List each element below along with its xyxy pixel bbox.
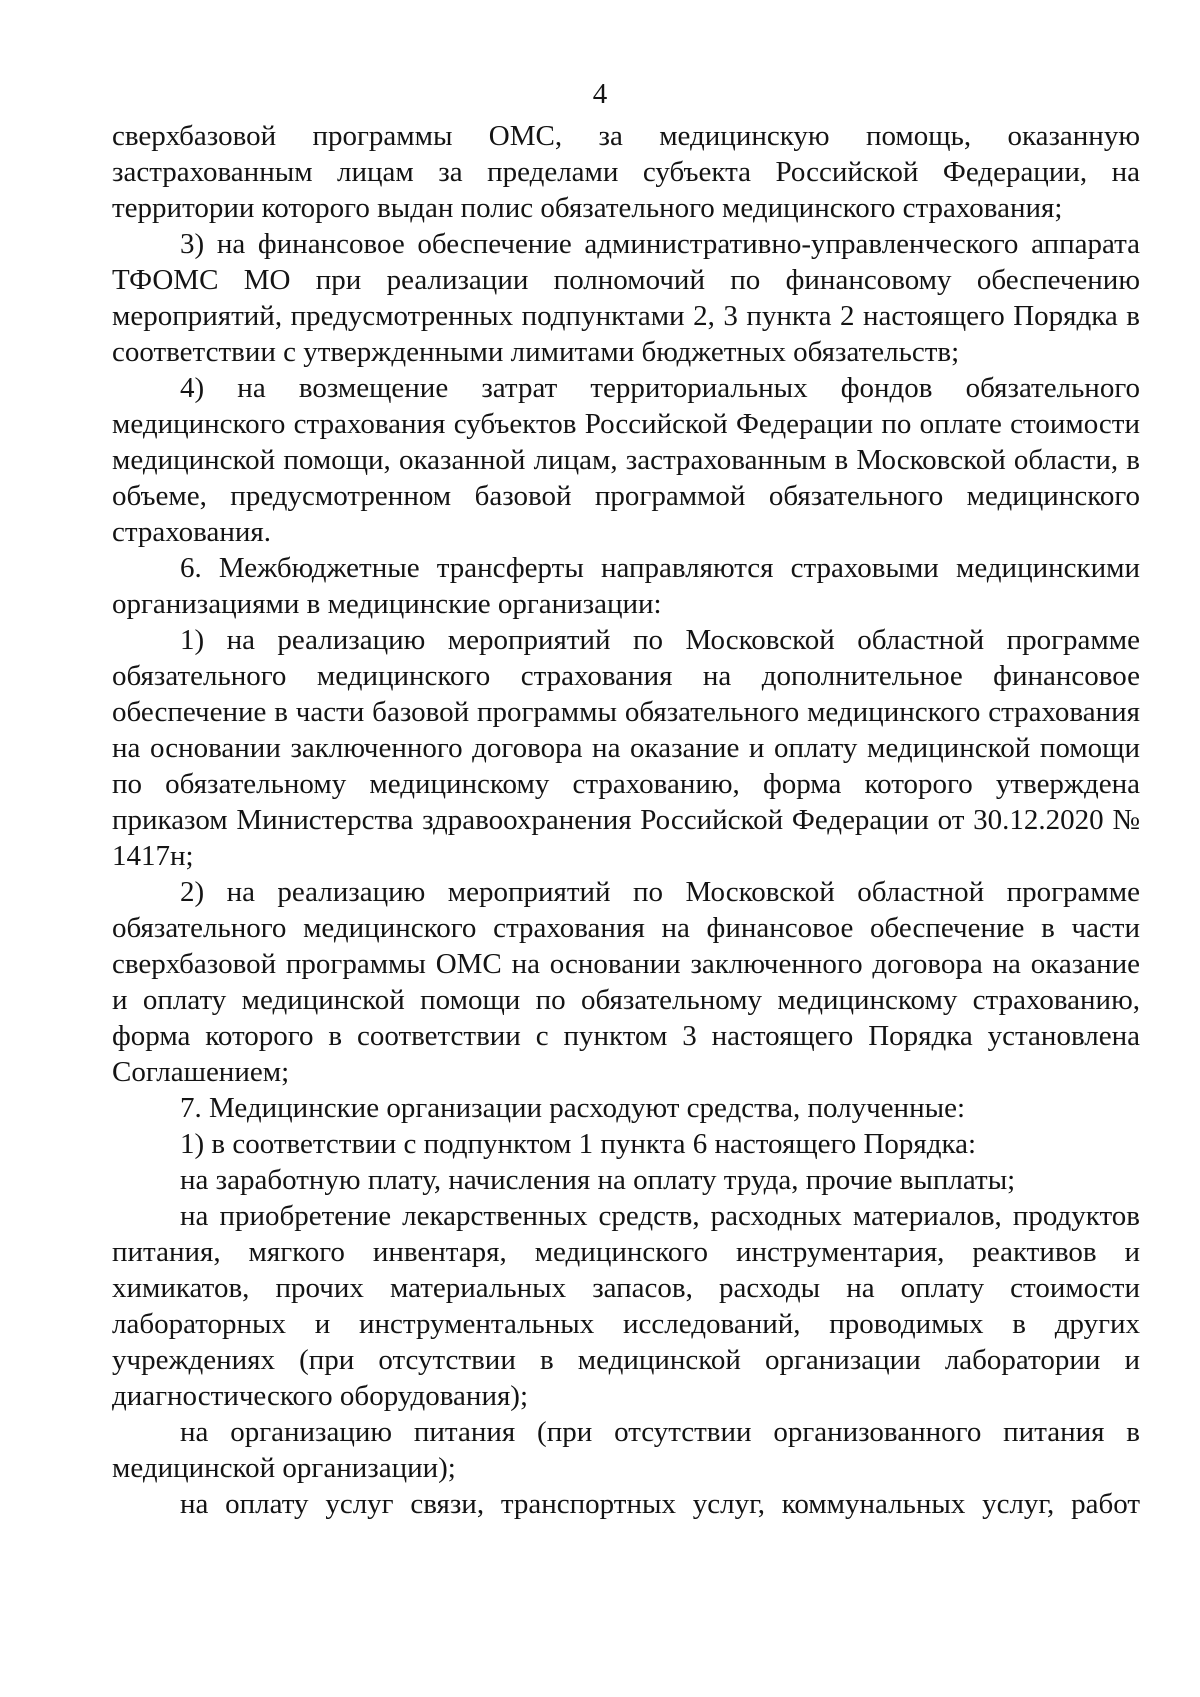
paragraph-food: на организацию питания (при отсутствии организованного питания в медицинской организации); — [112, 1416, 1140, 1484]
paragraph-section-7-item-1: 1) в соответствии с подпунктом 1 пункта 6 настоящего Порядка: — [180, 1128, 977, 1160]
paragraph-section-6-item-1: 1) на реализацию мероприятий по Московской областной программе обязательного медицинского страхования на дополнительное финансовое обеспечение в части базовой программы обязательного медицинского страхования на основании заключенного договора на оказание и оплату медицинской помощи по обязательному медицинскому страхованию, форма которого утверждена приказом Министерства здравоохранения Российской Федерации от 30.12.2020 № 1417н; — [112, 624, 1140, 872]
document-body — [112, 118, 1140, 1522]
paragraph-section-6-item-2: 2) на реализацию мероприятий по Московской областной программе обязательного медицинского страхования на финансовое обеспечение в части сверхбазовой программы ОМС на основании заключенного договора на оказание и оплату медицинской помощи по обязательному медицинскому страхованию, форма которого в соответствии с пунктом 3 настоящего Порядка установлена Соглашением; — [112, 876, 1140, 1088]
paragraph-item-4: 4) на возмещение затрат территориальных фондов обязательного медицинского страхования субъектов Российской Федерации по оплате стоимости медицинской помощи, оказанной лицам, застрахованным в Московской области, в объеме, предусмотренном базовой программой обязательного медицинского страхования. — [112, 372, 1140, 548]
paragraph-section-6: 6. Межбюджетные трансферты направляются страховыми медицинскими организациями в медицинские организации: — [112, 552, 1140, 620]
paragraph-materials: на приобретение лекарственных средств, расходных материалов, продуктов питания, мягкого инвентаря, медицинского инструментария, реактивов и химикатов, прочих материальных запасов, расходы на оплату стоимости лабораторных и инструментальных исследований, проводимых в других учреждениях (при отсутствии в медицинской организации лаборатории и диагностического оборудования); — [112, 1200, 1140, 1412]
page-number: 4 — [592, 78, 608, 110]
paragraph-item-3: 3) на финансовое обеспечение административно-управленческого аппарата ТФОМС МО при реализации полномочий по финансовому обеспечению мероприятий, предусмотренных подпунктами 2, 3 пункта 2 настоящего Порядка в соответствии с утвержденными лимитами бюджетных обязательств; — [112, 228, 1140, 368]
paragraph-salary: на заработную плату, начисления на оплату труда, прочие выплаты; — [180, 1164, 1016, 1196]
paragraph-section-7: 7. Медицинские организации расходуют средства, полученные: — [180, 1092, 966, 1124]
paragraph-continuation: сверхбазовой программы ОМС, за медицинскую помощь, оказанную застрахованным лицам за пределами субъекта Российской Федерации, на территории которого выдан полис обязательного медицинского страхования; — [112, 120, 1140, 224]
paragraph-services: на оплату услуг связи, транспортных услуг, коммунальных услуг, работ — [180, 1488, 1140, 1520]
